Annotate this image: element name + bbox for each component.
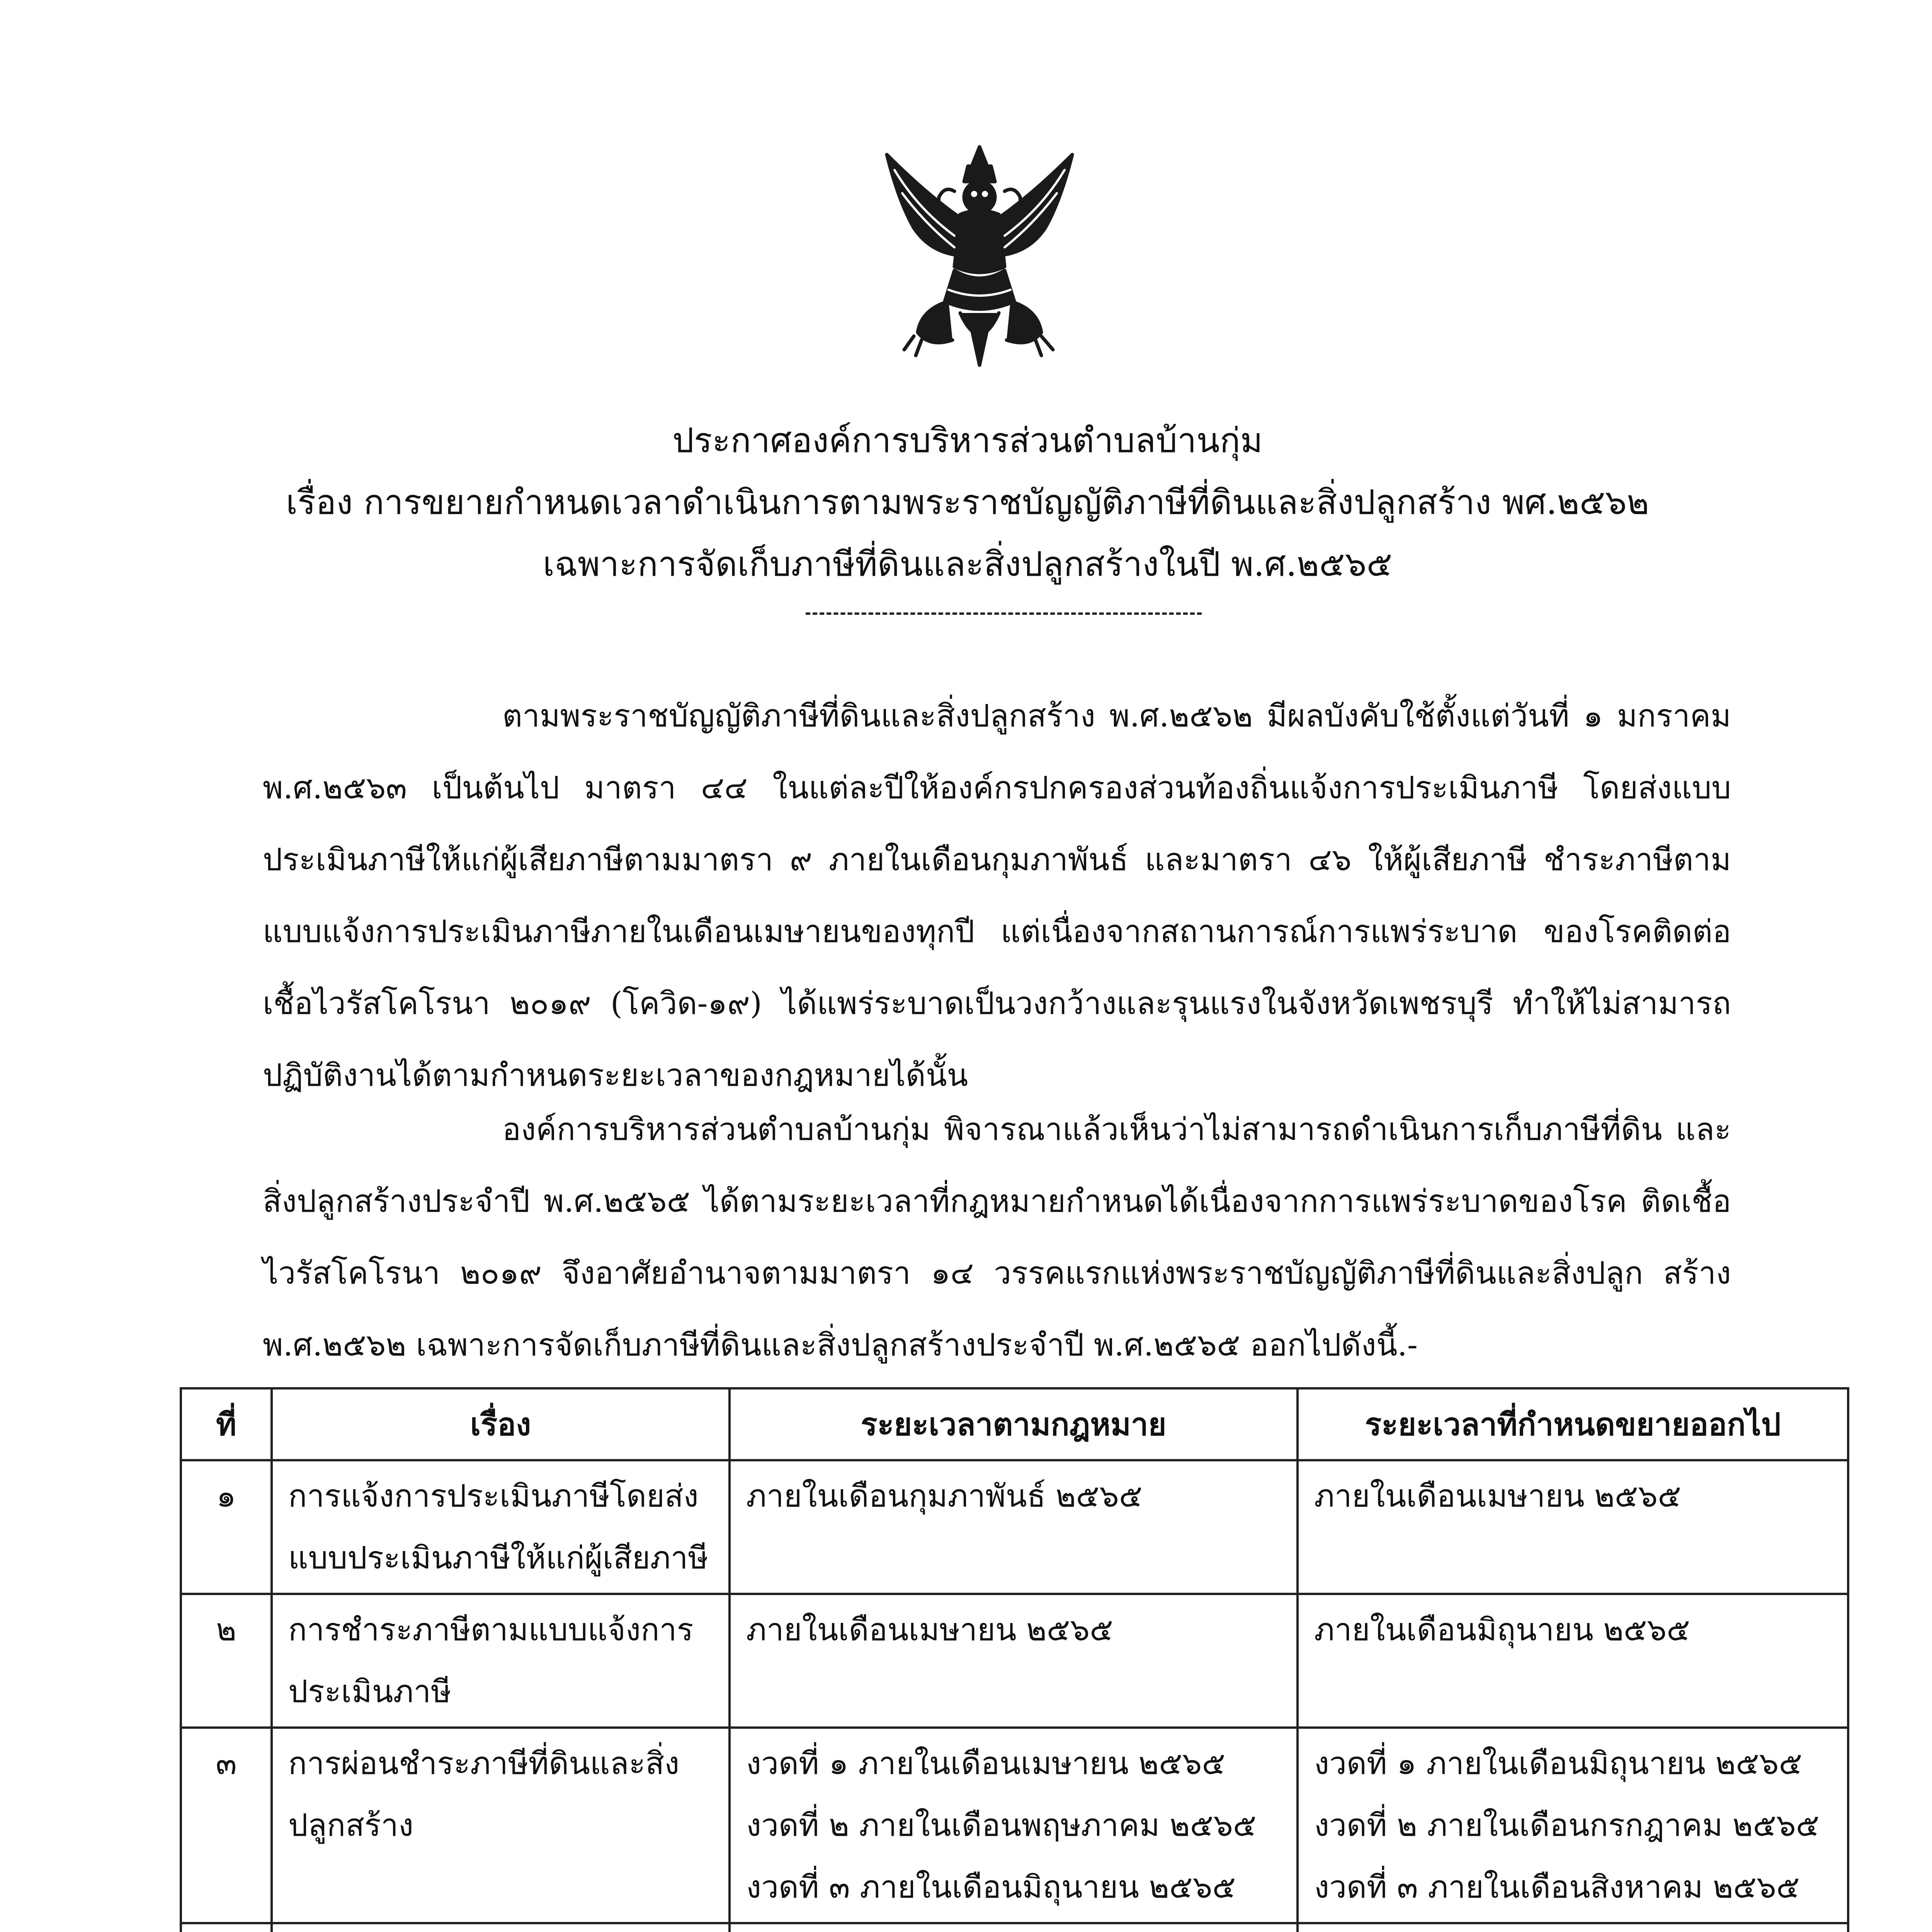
legal-period-line (746, 1928, 1281, 1932)
dashed-divider (806, 612, 1202, 615)
extended-period-line: งวดที่ ๓ ภายในเดือนสิงหาคม ๒๕๖๕ (1314, 1869, 1800, 1905)
table-header-row (181, 1388, 1848, 1460)
header-no: ที่ (181, 1388, 272, 1460)
row-extended-period (1298, 1923, 1848, 1932)
announcement-scope: เฉพาะการจัดเก็บภาษีที่ดินและสิ่งปลูกสร้างในปี พ.ศ.๒๕๖๕ (543, 544, 1393, 584)
extended-period-line: งวดที่ ๒ ภายในเดือนกรกฎาคม ๒๕๖๕ (1314, 1807, 1820, 1843)
row-legal-period (730, 1460, 1298, 1594)
table-row (181, 1460, 1848, 1594)
schedule-table (180, 1387, 1849, 1932)
row-topic (272, 1923, 730, 1932)
row-topic: การชำระภาษีตามแบบแจ้งการประเมินภาษี (272, 1594, 730, 1728)
table-row (181, 1923, 1848, 1932)
body-paragraph-1 (263, 680, 1731, 1111)
legal-period-line: งวดที่ ๓ ภายในเดือนมิถุนายน ๒๕๖๕ (746, 1869, 1236, 1905)
row-legal-period (730, 1728, 1298, 1923)
row-legal-period (730, 1923, 1298, 1932)
row-number: ๓ (181, 1728, 272, 1923)
table-row (181, 1594, 1848, 1728)
row-topic: การแจ้งการประเมินภาษีโดยส่งแบบประเมินภาษีให้แก่ผู้เสียภาษี (272, 1460, 730, 1594)
legal-period-line: ภายในเดือนกุมภาพันธ์ ๒๕๖๕ (746, 1478, 1143, 1514)
row-extended-period (1298, 1594, 1848, 1728)
header-legal-period: ระยะเวลาตามกฎหมาย (730, 1388, 1298, 1460)
header-extended-period: ระยะเวลาที่กำหนดขยายออกไป (1298, 1388, 1848, 1460)
extended-period-line: งวดที่ ๑ ภายในเดือนมิถุนายน ๒๕๖๕ (1314, 1745, 1803, 1781)
extended-period-line: ภายในเดือนมิถุนายน ๒๕๖๕ (1314, 1612, 1690, 1648)
legal-period-line: งวดที่ ๒ ภายในเดือนพฤษภาคม ๒๕๖๕ (746, 1807, 1257, 1843)
announcement-subject: เรื่อง การขยายกำหนดเวลาดำเนินการตามพระราชบัญญัติภาษีที่ดินและสิ่งปลูกสร้าง พศ.๒๕๖๒ (286, 482, 1650, 522)
table-row (181, 1728, 1848, 1923)
body-paragraph-2 (263, 1094, 1731, 1381)
row-legal-period (730, 1594, 1298, 1728)
row-number: ๑ (181, 1460, 272, 1594)
header-topic: เรื่อง (272, 1388, 730, 1460)
row-extended-period (1298, 1728, 1848, 1923)
legal-period-line: งวดที่ ๑ ภายในเดือนเมษายน ๒๕๖๕ (746, 1745, 1225, 1781)
row-number: ๒ (181, 1594, 272, 1728)
legal-period-line: ภายในเดือนเมษายน ๒๕๖๕ (746, 1612, 1113, 1648)
body-paragraph-2-text: องค์การบริหารส่วนตำบลบ้านกุ่ม พิจารณาแล้วเห็นว่าไม่สามารถดำเนินการเก็บภาษีที่ดิน และสิ่งปลูกสร้างประจำปี พ.ศ.๒๕๖๕ ได้ตามระยะเวลาที่กฎหมายกำหนดได้เนื่องจากการแพร่ระบาดของโรค ติดเชื้อไวรัสโคโรนา ๒๐๑๙ จึงอาศัยอำนาจตามมาตรา ๑๔ วรรคแรกแห่งพระราชบัญญัติภาษีที่ดินและสิ่งปลูก สร้าง พ.ศ.๒๕๖๒ เฉพาะการจัดเก็บภาษีที่ดินและสิ่งปลูกสร้างประจำปี พ.ศ.๒๕๖๕ ออกไปดังนี้.- (263, 1111, 1731, 1363)
garuda-emblem-icon (871, 139, 1088, 371)
row-extended-period (1298, 1460, 1848, 1594)
extended-period-line (1314, 1928, 1832, 1932)
announcement-title: ประกาศองค์การบริหารส่วนตำบลบ้านกุ่ม (672, 420, 1263, 460)
row-number (181, 1923, 272, 1932)
row-topic: การผ่อนชำระภาษีที่ดินและสิ่งปลูกสร้าง (272, 1728, 730, 1923)
body-paragraph-1-text: ตามพระราชบัญญัติภาษีที่ดินและสิ่งปลูกสร้าง พ.ศ.๒๕๖๒ มีผลบังคับใช้ตั้งแต่วันที่ ๑ มกราคม พ.ศ.๒๕๖๓ เป็นต้นไป มาตรา ๔๔ ในแต่ละปีให้องค์กรปกครองส่วนท้องถิ่นแจ้งการประเมินภาษี โดยส่งแบบประเมินภาษีให้แก่ผู้เสียภาษีตามมาตรา ๙ ภายในเดือนกุมภาพันธ์ และมาตรา ๔๖ ให้ผู้เสียภาษี ชำระภาษีตามแบบแจ้งการประเมินภาษีภายในเดือนเมษายนของทุกปี แต่เนื่องจากสถานการณ์การแพร่ระบาด ของโรคติดต่อเชื้อไวรัสโคโรนา ๒๐๑๙ (โควิด-๑๙) ได้แพร่ระบาดเป็นวงกว้างและรุนแรงในจังหวัดเพชรบุรี ทำให้ไม่สามารถปฏิบัติงานได้ตามกำหนดระยะเวลาของกฎหมายได้นั้น (263, 698, 1731, 1093)
extended-period-line: ภายในเดือนเมษายน ๒๕๖๕ (1314, 1478, 1681, 1514)
